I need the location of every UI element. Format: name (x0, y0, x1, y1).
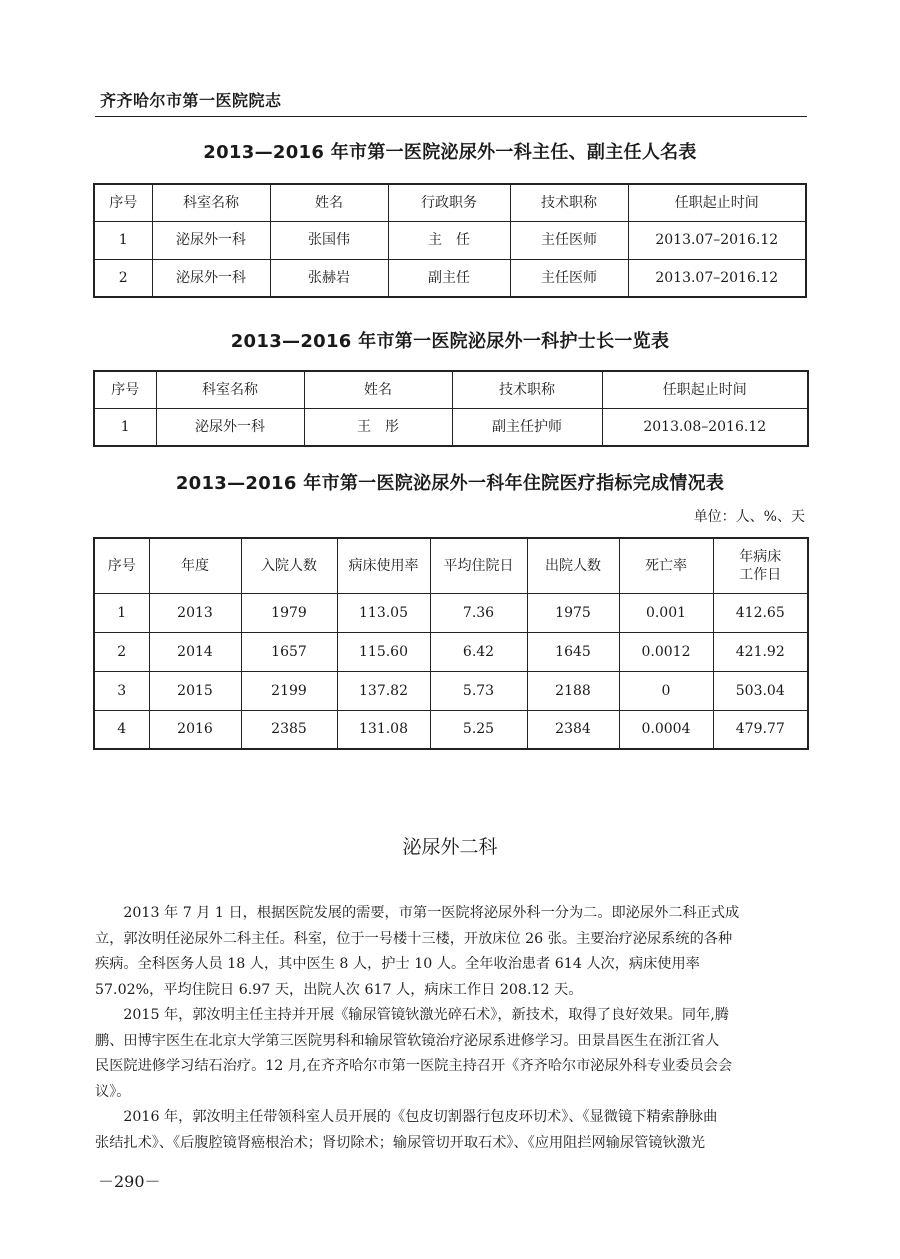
table-cell: 7.36 (430, 593, 527, 632)
table-cell: 0 (619, 671, 713, 710)
table-cell: 2188 (527, 671, 619, 710)
table-cell: 412.65 (713, 593, 808, 632)
table-cell: 0.0012 (619, 632, 713, 671)
table-cell: 5.25 (430, 710, 527, 749)
table-cell: 张国伟 (270, 221, 388, 259)
table1-header-cell: 科室名称 (152, 184, 270, 221)
header-line-1: 年病床 (739, 548, 782, 565)
table-cell: 113.05 (337, 593, 430, 632)
paragraph-line: 鹏、田博宇医生在北京大学第三医院男科和输尿管软镜治疗泌尿系进修学习。田景昌医生在浙江省人 (95, 1032, 720, 1049)
paragraph-line: 疾病。全科医务人员 18 人，其中医生 8 人，护士 10 人。全年收治患者 614 人次，病床使用率 (95, 956, 700, 972)
table-cell: 1979 (241, 593, 337, 632)
table-cell: 5.73 (430, 671, 527, 710)
table3-header-cell: 病床使用率 (337, 538, 430, 593)
paragraph-line: 张结扎术》、《后腹腔镜肾癌根治术；肾切除术；输尿管切开取石术》、《应用阻拦网输尿管镜钬激光 (95, 1134, 706, 1151)
table1-header-row (94, 184, 806, 221)
table2-header-cell: 科室名称 (156, 371, 304, 408)
table-cell: 1 (94, 408, 156, 446)
table1 (93, 183, 807, 298)
paragraph-line: 2013 年 7 月 1 日，根据医院发展的需要，市第一医院将泌尿外科一分为二。即泌尿外二科正式成 (95, 905, 740, 921)
table2-header-cell: 序号 (94, 371, 156, 408)
table-row (94, 408, 808, 446)
table1-header-cell: 序号 (94, 184, 152, 221)
table-cell: 2016 (149, 710, 241, 749)
table-cell: 2013 (149, 593, 241, 632)
table-cell: 泌尿外一科 (152, 221, 270, 259)
paragraph (95, 901, 807, 1003)
table3-header-cell: 出院人数 (527, 538, 619, 593)
table-cell: 2014 (149, 632, 241, 671)
table-row (94, 221, 806, 259)
table-cell: 6.42 (430, 632, 527, 671)
table1-header-cell: 行政职务 (388, 184, 510, 221)
table-cell: 2013.07–2016.12 (628, 259, 806, 297)
table1-header-cell: 姓名 (270, 184, 388, 221)
table-cell: 3 (94, 671, 149, 710)
paragraph-line: 议》。 (95, 1083, 131, 1100)
table-cell: 张赫岩 (270, 259, 388, 297)
table2-title: 2013—2016 年市第一医院泌尿外一科护士长一览表 (230, 331, 670, 352)
table-cell: 2013.07–2016.12 (628, 221, 806, 259)
table-cell: 2199 (241, 671, 337, 710)
unit-note: 单位：人、%、天 (693, 509, 805, 525)
table3 (93, 537, 809, 750)
table-cell: 泌尿外一科 (156, 408, 304, 446)
table3-header-cell (713, 538, 808, 593)
table-cell: 副主任护师 (452, 408, 602, 446)
paragraph-line: 57.02%，平均住院日 6.97 天，出院人次 617 人，病床工作日 208.12 天。 (95, 981, 583, 998)
table2-header-cell: 技术职称 (452, 371, 602, 408)
header-divider (95, 116, 807, 117)
paragraph-line: 立，郭汝明任泌尿外二科主任。科室，位于一号楼十三楼，开放床位 26 张。主要治疗泌尿系统的各种 (95, 930, 733, 947)
table-row (94, 632, 808, 671)
table-cell: 115.60 (337, 632, 430, 671)
table-cell: 2 (94, 259, 152, 297)
table-cell: 泌尿外一科 (152, 259, 270, 297)
table3-header-cell: 年度 (149, 538, 241, 593)
table-cell: 1657 (241, 632, 337, 671)
table-cell: 2384 (527, 710, 619, 749)
table-cell: 479.77 (713, 710, 808, 749)
table-cell: 1 (94, 593, 149, 632)
table3-header-cell: 序号 (94, 538, 149, 593)
table-cell: 主 任 (388, 221, 510, 259)
table-row (94, 593, 808, 632)
table3-header-cell: 死亡率 (619, 538, 713, 593)
table-cell: 503.04 (713, 671, 808, 710)
page-number: －290－ (98, 1172, 161, 1191)
table-cell: 1975 (527, 593, 619, 632)
header-line-2: 工作日 (739, 566, 782, 583)
table-cell: 王 彤 (304, 408, 452, 446)
paragraph-line: 民医院进修学习结石治疗。12 月,在齐齐哈尔市第一医院主持召开《齐齐哈尔市泌尿外科专业委员会会 (95, 1058, 733, 1074)
table3-title: 2013—2016 年市第一医院泌尿外一科年住院医疗指标完成情况表 (175, 473, 725, 494)
paragraph (95, 1003, 807, 1105)
table-cell: 1645 (527, 632, 619, 671)
table2-header-cell: 姓名 (304, 371, 452, 408)
table-cell: 4 (94, 710, 149, 749)
table3-header-row (94, 538, 808, 593)
table-cell: 137.82 (337, 671, 430, 710)
table-cell: 2013.08–2016.12 (602, 408, 808, 446)
table-cell: 2385 (241, 710, 337, 749)
table-row (94, 710, 808, 749)
table2-header-row (94, 371, 808, 408)
paragraph (95, 1105, 807, 1156)
table1-header-cell: 技术职称 (510, 184, 628, 221)
table-cell: 1 (94, 221, 152, 259)
table-cell: 0.001 (619, 593, 713, 632)
table-cell: 副主任 (388, 259, 510, 297)
table-cell: 0.0004 (619, 710, 713, 749)
table-cell: 2 (94, 632, 149, 671)
table2 (93, 370, 809, 447)
table3-header-cell: 入院人数 (241, 538, 337, 593)
paragraph-line: 2015 年，郭汝明主任主持并开展《输尿管镜钬激光碎石术》，新技术，取得了良好效果。同年,腾 (95, 1007, 729, 1023)
table2-header-cell: 任职起止时间 (602, 371, 808, 408)
table-row (94, 259, 806, 297)
table-cell: 2015 (149, 671, 241, 710)
running-header-title: 齐齐哈尔市第一医院院志 (100, 91, 282, 110)
table3-header-cell: 平均住院日 (430, 538, 527, 593)
section-heading: 泌尿外二科 (402, 836, 498, 858)
table1-title: 2013—2016 年市第一医院泌尿外一科主任、副主任人名表 (203, 142, 697, 163)
table-cell: 131.08 (337, 710, 430, 749)
table-cell: 主任医师 (510, 259, 628, 297)
table1-header-cell: 任职起止时间 (628, 184, 806, 221)
table-cell: 主任医师 (510, 221, 628, 259)
table-row (94, 671, 808, 710)
paragraph-line: 2016 年，郭汝明主任带领科室人员开展的《包皮切割器行包皮环切术》、《显微镜下精索静脉曲 (95, 1109, 718, 1125)
table-cell: 421.92 (713, 632, 808, 671)
